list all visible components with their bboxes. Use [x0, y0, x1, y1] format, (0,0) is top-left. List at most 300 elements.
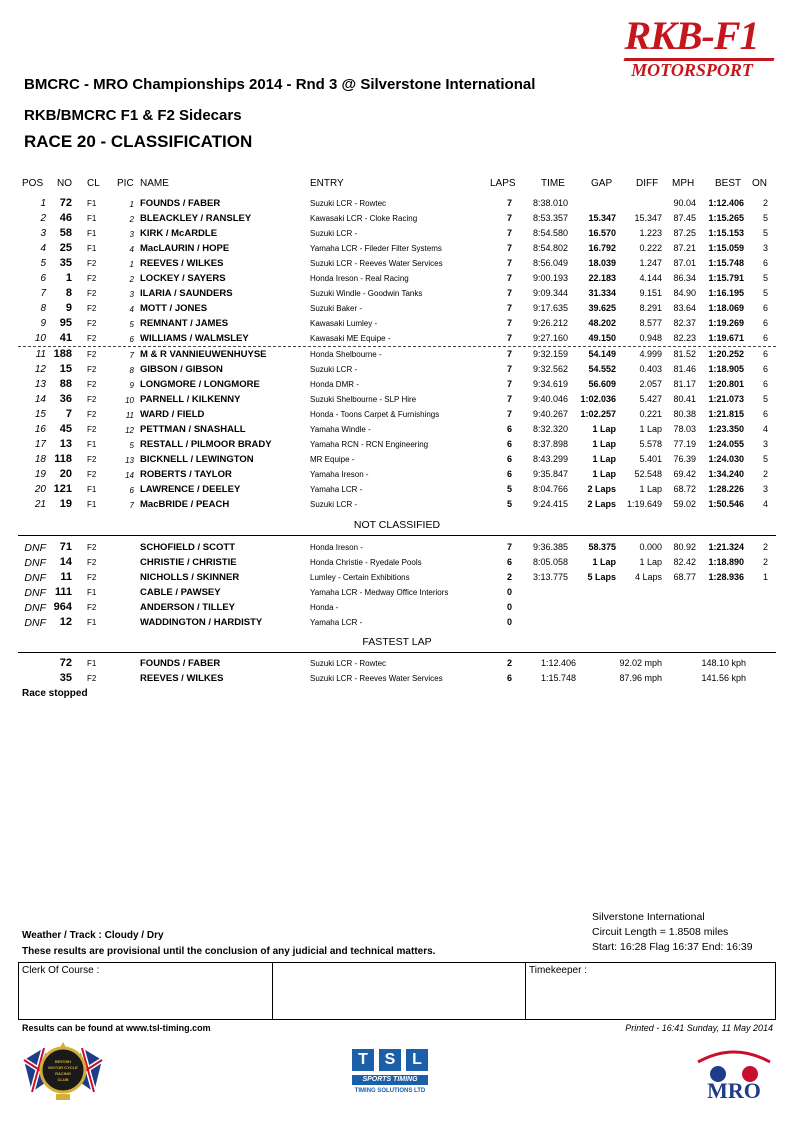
result-best-on: 5: [762, 213, 768, 223]
result-entry: Suzuki LCR - Reeves Water Services: [310, 259, 443, 268]
col-gap: GAP: [591, 178, 613, 189]
result-gap: 1 Lap: [592, 439, 616, 449]
result-time: 8:04.766: [532, 484, 568, 494]
result-time: 8:43.299: [532, 454, 568, 464]
result-gap: 2 Laps: [587, 499, 616, 509]
dnf-time: 9:36.385: [532, 542, 568, 552]
clerk-of-course-label: Clerk Of Course :: [22, 965, 100, 976]
result-name: BLEACKLEY / RANSLEY: [140, 213, 252, 224]
fastest-lap-no: 72: [59, 657, 72, 669]
result-mph: 87.45: [673, 213, 696, 223]
result-gap: 31.334: [588, 288, 616, 298]
race-times: Start: 16:28 Flag 16:37 End: 16:39: [592, 941, 753, 953]
dnf-row: [0, 616, 794, 631]
result-pic: 14: [125, 471, 134, 480]
result-diff: 15.347: [634, 213, 662, 223]
result-time: 8:37.898: [532, 439, 568, 449]
result-pic: 10: [125, 396, 134, 405]
col-best: BEST: [715, 178, 742, 189]
result-class: F2: [87, 274, 97, 283]
result-mph: 81.52: [673, 349, 696, 359]
col-laps: LAPS: [490, 178, 516, 189]
result-pos: 21: [34, 499, 46, 510]
result-pos: 10: [34, 333, 46, 344]
bmcrc-club-logo: [22, 1040, 104, 1102]
result-best: 1:15.748: [708, 258, 744, 268]
result-laps: 7: [506, 364, 512, 374]
result-mph: 80.38: [673, 409, 696, 419]
result-best-on: 3: [762, 439, 768, 449]
dnf-class: F2: [87, 603, 97, 612]
dnf-status: DNF: [24, 572, 46, 584]
dnf-row: [0, 571, 794, 586]
result-gap: 48.202: [588, 318, 616, 328]
result-no: 41: [59, 332, 72, 344]
rkb-logo-sub: MOTORSPORT: [631, 60, 753, 80]
result-class: F1: [87, 440, 97, 449]
result-pos: 5: [40, 258, 46, 269]
result-entry: Suzuki Shelbourne - SLP Hire: [310, 395, 417, 404]
result-time: 9:40.046: [532, 394, 568, 404]
fastest-lap-time: 1:12.406: [540, 658, 576, 668]
result-diff: 5.401: [639, 454, 662, 464]
col-on: ON: [752, 178, 767, 189]
dnf-time: 3:13.775: [532, 572, 568, 582]
result-gap: 49.150: [588, 333, 616, 343]
result-entry: Kawasaki Lumley -: [310, 319, 378, 328]
fastest-lap-entry: Suzuki LCR - Reeves Water Services: [310, 674, 443, 683]
result-best-on: 6: [762, 409, 768, 419]
result-mph: 81.46: [673, 364, 696, 374]
result-best: 1:20.252: [708, 349, 744, 359]
result-pos: 3: [40, 228, 46, 239]
dnf-laps: 0: [506, 602, 512, 612]
result-no: 36: [59, 393, 72, 405]
result-diff: 1:19.649: [626, 499, 662, 509]
fastest-lap-kph: 148.10 kph: [701, 658, 746, 668]
result-entry: Suzuki LCR - Rowtec: [310, 199, 387, 208]
result-diff: 1.247: [639, 258, 662, 268]
tsl-subtitle: TIMING SOLUTIONS LTD: [354, 1088, 426, 1094]
result-gap: 54.552: [588, 364, 616, 374]
class-title: RKB/BMCRC F1 & F2 Sidecars: [24, 107, 242, 124]
result-row: [0, 393, 794, 408]
result-mph: 59.02: [673, 499, 696, 509]
result-no: 35: [59, 257, 72, 269]
result-class: F1: [87, 244, 97, 253]
col-cl: CL: [87, 178, 100, 189]
result-pos: 12: [34, 364, 46, 375]
dnf-class: F2: [87, 573, 97, 582]
result-class: F2: [87, 410, 97, 419]
signature-divider: [272, 962, 273, 1020]
result-entry: MR Equipe -: [310, 455, 355, 464]
fastest-lap-mph: 87.96 mph: [619, 673, 662, 683]
result-laps: 7: [506, 213, 512, 223]
result-best: 1:20.801: [708, 379, 744, 389]
result-name: LONGMORE / LONGMORE: [140, 379, 260, 390]
result-mph: 82.37: [673, 318, 696, 328]
result-class: F2: [87, 350, 97, 359]
fastest-lap-name: REEVES / WILKES: [140, 673, 224, 684]
result-entry: Yamaha RCN - RCN Engineering: [310, 440, 429, 449]
result-best: 1:21.073: [708, 394, 744, 404]
signature-divider: [525, 962, 526, 1020]
result-row: [0, 257, 794, 272]
result-diff: 52.548: [634, 469, 662, 479]
result-entry: Yamaha LCR - Fileder Filter Systems: [310, 244, 442, 253]
result-mph: 80.41: [673, 394, 696, 404]
result-gap: 2 Laps: [587, 484, 616, 494]
dnf-gap: 1 Lap: [592, 557, 616, 567]
result-best-on: 5: [762, 394, 768, 404]
result-time: 8:54.802: [532, 243, 568, 253]
result-best-on: 6: [762, 318, 768, 328]
result-time: 9:17.635: [532, 303, 568, 313]
result-pic: 11: [125, 411, 134, 420]
dnf-time: 8:05.058: [532, 557, 568, 567]
circuit-length: Circuit Length = 1.8508 miles: [592, 926, 729, 938]
result-no: 7: [65, 408, 72, 420]
result-row: [0, 227, 794, 242]
signature-box: [18, 962, 776, 1020]
result-pic: 2: [129, 275, 134, 284]
result-best: 1:12.406: [708, 198, 744, 208]
fastest-lap-no: 35: [59, 672, 72, 684]
result-row: [0, 453, 794, 468]
result-name: MacBRIDE / PEACH: [140, 499, 230, 510]
result-laps: 7: [506, 243, 512, 253]
result-pos: 13: [34, 379, 46, 390]
dnf-no: 111: [54, 586, 72, 598]
dnf-mph: 68.77: [673, 572, 696, 582]
result-diff: 1 Lap: [639, 484, 662, 494]
result-best: 1:15.153: [708, 228, 744, 238]
result-pos: 1: [40, 198, 46, 209]
result-diff: 8.291: [639, 303, 662, 313]
result-gap: 54.149: [588, 349, 616, 359]
result-time: 9:00.193: [532, 273, 568, 283]
result-pic: 2: [129, 215, 134, 224]
crown-icon: [59, 1042, 67, 1049]
result-pos: 11: [35, 349, 46, 360]
badge-plate-icon: [56, 1094, 70, 1100]
result-mph: 69.42: [673, 469, 696, 479]
result-pic: 3: [129, 290, 134, 299]
result-entry: Honda Shelbourne -: [310, 350, 382, 359]
result-no: 1: [65, 272, 72, 284]
result-name: MacLAURIN / HOPE: [140, 243, 230, 254]
result-gap: 1:02.257: [580, 409, 616, 419]
result-gap: 22.183: [588, 273, 616, 283]
result-row: [0, 468, 794, 483]
result-no: 121: [53, 483, 72, 495]
result-class: F2: [87, 425, 97, 434]
result-name: LOCKEY / SAYERS: [140, 273, 226, 284]
result-row: [0, 378, 794, 393]
dnf-status: DNF: [24, 617, 46, 629]
result-best-on: 2: [762, 198, 768, 208]
result-name: PETTMAN / SNASHALL: [140, 424, 246, 435]
result-mph: 84.90: [673, 288, 696, 298]
result-best: 1:50.546: [708, 499, 744, 509]
fastest-lap-entry: Suzuki LCR - Rowtec: [310, 659, 387, 668]
result-gap: 15.347: [588, 213, 616, 223]
result-best: 1:34.240: [708, 469, 744, 479]
col-no: NO: [57, 178, 72, 189]
result-best: 1:24.055: [708, 439, 744, 449]
result-class: F2: [87, 365, 97, 374]
dnf-class: F2: [87, 558, 97, 567]
result-mph: 78.03: [673, 424, 696, 434]
not-classified-rule: [18, 535, 776, 536]
dnf-entry: Yamaha LCR - Medway Office Interiors: [310, 588, 449, 597]
result-row: [0, 498, 794, 513]
result-class: F2: [87, 380, 97, 389]
result-entry: Honda DMR -: [310, 380, 359, 389]
result-entry: Honda Ireson - Real Racing: [310, 274, 409, 283]
dnf-no: 12: [59, 616, 72, 628]
result-pos: 16: [34, 424, 46, 435]
result-no: 188: [53, 348, 72, 360]
result-best: 1:16.195: [708, 288, 744, 298]
dnf-diff: 4 Laps: [634, 572, 662, 582]
result-laps: 7: [506, 349, 512, 359]
result-class: F2: [87, 289, 97, 298]
result-no: 25: [59, 242, 72, 254]
result-best-on: 6: [762, 303, 768, 313]
dnf-entry: Lumley - Certain Exhibitions: [310, 573, 410, 582]
dnf-best: 1:28.936: [708, 572, 744, 582]
result-gap: 16.570: [588, 228, 616, 238]
dnf-laps: 7: [506, 542, 512, 552]
fastest-lap-name: FOUNDS / FABER: [140, 658, 221, 669]
result-diff: 0.403: [639, 364, 662, 374]
dnf-row: [0, 556, 794, 571]
result-best-on: 4: [762, 499, 768, 509]
result-pic: 7: [129, 351, 134, 360]
result-diff: 8.577: [639, 318, 662, 328]
result-class: F1: [87, 214, 97, 223]
dnf-no: 11: [60, 571, 72, 583]
dnf-status: DNF: [24, 542, 46, 554]
result-name: GIBSON / GIBSON: [140, 364, 223, 375]
result-time: 8:54.580: [532, 228, 568, 238]
fastest-lap-class: F2: [87, 674, 97, 683]
result-best: 1:15.791: [708, 273, 744, 283]
dnf-row: [0, 541, 794, 556]
tsl-letter: S: [379, 1049, 401, 1071]
result-best-on: 2: [762, 469, 768, 479]
result-laps: 5: [506, 499, 512, 509]
result-mph: 83.64: [673, 303, 696, 313]
bmcrc-badge-line: CLUB: [57, 1077, 69, 1082]
result-no: 9: [65, 302, 72, 314]
result-pic: 13: [125, 456, 134, 465]
result-class: F2: [87, 334, 97, 343]
dnf-laps: 0: [506, 617, 512, 627]
not-classified-heading: NOT CLASSIFIED: [353, 519, 441, 531]
fastest-lap-class: F1: [87, 659, 97, 668]
dnf-laps: 0: [506, 587, 512, 597]
result-name: REMNANT / JAMES: [140, 318, 229, 329]
result-no: 8: [65, 287, 72, 299]
dnf-name: NICHOLLS / SKINNER: [140, 572, 240, 583]
result-time: 8:56.049: [532, 258, 568, 268]
bmcrc-badge-line: MOTOR CYCLE: [48, 1065, 78, 1070]
fastest-lap-rule: [18, 652, 776, 653]
result-laps: 7: [506, 318, 512, 328]
result-row: [0, 363, 794, 378]
result-class: F1: [87, 199, 97, 208]
dnf-status: DNF: [24, 587, 46, 599]
result-entry: Suzuki LCR -: [310, 365, 358, 374]
result-entry: Suzuki Baker -: [310, 304, 363, 313]
result-best-on: 5: [762, 288, 768, 298]
result-name: KIRK / McARDLE: [140, 228, 218, 239]
dnf-name: CHRISTIE / CHRISTIE: [140, 557, 237, 568]
result-no: 58: [59, 227, 72, 239]
result-pic: 6: [129, 335, 134, 344]
fastest-lap-heading: FASTEST LAP: [362, 636, 432, 648]
result-name: M & R VANNIEUWENHUYSE: [140, 349, 267, 360]
result-entry: Yamaha LCR -: [310, 485, 363, 494]
result-gap: 39.625: [588, 303, 616, 313]
result-class: F2: [87, 455, 97, 464]
mro-logo-text: MRO: [707, 1078, 761, 1102]
result-best-on: 4: [762, 424, 768, 434]
result-entry: Honda - Toons Carpet & Furnishings: [310, 410, 440, 419]
result-pic: 12: [125, 426, 134, 435]
result-pos: 15: [34, 409, 46, 420]
result-pos: 9: [40, 318, 46, 329]
result-best: 1:15.059: [708, 243, 744, 253]
result-diff: 1 Lap: [639, 424, 662, 434]
result-time: 9:27.160: [532, 333, 568, 343]
result-time: 8:53.357: [532, 213, 568, 223]
dnf-best-on: 2: [762, 557, 768, 567]
result-pos: 4: [40, 243, 46, 254]
result-laps: 7: [506, 288, 512, 298]
result-best: 1:24.030: [708, 454, 744, 464]
dnf-name: SCHOFIELD / SCOTT: [140, 542, 235, 553]
dnf-laps: 6: [506, 557, 512, 567]
result-pic: 7: [129, 501, 134, 510]
result-best: 1:18.069: [708, 303, 744, 313]
result-row: [0, 287, 794, 302]
dnf-entry: Honda Ireson -: [310, 543, 363, 552]
result-best-on: 5: [762, 228, 768, 238]
result-diff: 0.222: [639, 243, 662, 253]
result-pos: 17: [34, 439, 46, 450]
result-pic: 4: [129, 305, 134, 314]
result-pos: 20: [34, 484, 46, 495]
result-pic: 5: [129, 441, 134, 450]
result-pos: 18: [34, 454, 46, 465]
result-pos: 8: [40, 303, 46, 314]
result-row: [0, 302, 794, 317]
result-name: RESTALL / PILMOOR BRADY: [140, 439, 272, 450]
dnf-gap: 58.375: [588, 542, 616, 552]
rkb-logo-main: RKB-F1: [624, 13, 759, 58]
dnf-status: DNF: [24, 602, 46, 614]
dnf-class: F1: [87, 588, 97, 597]
result-pic: 4: [129, 245, 134, 254]
dnf-mph: 82.42: [673, 557, 696, 567]
result-laps: 7: [506, 333, 512, 343]
result-row: [0, 242, 794, 257]
col-mph: MPH: [672, 178, 695, 189]
result-time: 9:24.415: [532, 499, 568, 509]
rkb-f1-logo: [604, 14, 779, 86]
result-gap: 56.609: [588, 379, 616, 389]
result-best-on: 6: [762, 349, 768, 359]
result-mph: 77.19: [673, 439, 696, 449]
tsl-timing-logo: [352, 1049, 428, 1101]
result-best-on: 5: [762, 273, 768, 283]
col-entry: ENTRY: [310, 178, 344, 189]
result-class: F1: [87, 500, 97, 509]
result-gap: 1:02.036: [580, 394, 616, 404]
result-laps: 7: [506, 198, 512, 208]
result-mph: 82.23: [673, 333, 696, 343]
result-gap: 1 Lap: [592, 424, 616, 434]
result-class: F2: [87, 319, 97, 328]
result-mph: 87.25: [673, 228, 696, 238]
result-row: [0, 332, 794, 347]
result-gap: 1 Lap: [592, 454, 616, 464]
col-time: TIME: [541, 178, 565, 189]
result-entry: Suzuki Windle - Goodwin Tanks: [310, 289, 423, 298]
weather-track: Weather / Track : Cloudy / Dry: [22, 930, 164, 941]
fastest-lap-lap: 6: [506, 673, 512, 683]
result-laps: 7: [506, 409, 512, 419]
result-diff: 5.427: [639, 394, 662, 404]
result-time: 9:40.267: [532, 409, 568, 419]
result-diff: 5.578: [639, 439, 662, 449]
result-best-on: 3: [762, 484, 768, 494]
dnf-diff: 0.000: [639, 542, 662, 552]
result-best: 1:19.671: [708, 333, 744, 343]
fastest-lap-row: [0, 672, 794, 687]
result-name: ROBERTS / TAYLOR: [140, 469, 232, 480]
col-name: NAME: [140, 178, 169, 189]
result-class: F2: [87, 395, 97, 404]
result-entry: Yamaha Ireson -: [310, 470, 369, 479]
fastest-lap-kph: 141.56 kph: [701, 673, 746, 683]
result-diff: 4.144: [639, 273, 662, 283]
result-time: 9:26.212: [532, 318, 568, 328]
bmcrc-badge-line: BRITISH: [55, 1059, 71, 1064]
result-pos: 7: [40, 288, 46, 299]
dnf-name: WADDINGTON / HARDISTY: [140, 617, 263, 628]
result-name: MOTT / JONES: [140, 303, 208, 314]
result-pic: 9: [129, 381, 134, 390]
result-row: [0, 408, 794, 423]
result-no: 45: [59, 423, 72, 435]
result-no: 46: [59, 212, 72, 224]
result-time: 9:32.562: [532, 364, 568, 374]
result-best-on: 6: [762, 379, 768, 389]
dnf-mph: 80.92: [673, 542, 696, 552]
results-url: Results can be found at www.tsl-timing.com: [22, 1023, 211, 1033]
result-laps: 6: [506, 469, 512, 479]
dnf-gap: 5 Laps: [587, 572, 616, 582]
fastest-lap-lap: 2: [506, 658, 512, 668]
result-laps: 7: [506, 303, 512, 313]
dnf-no: 71: [59, 541, 72, 553]
result-pos: 14: [34, 394, 46, 405]
